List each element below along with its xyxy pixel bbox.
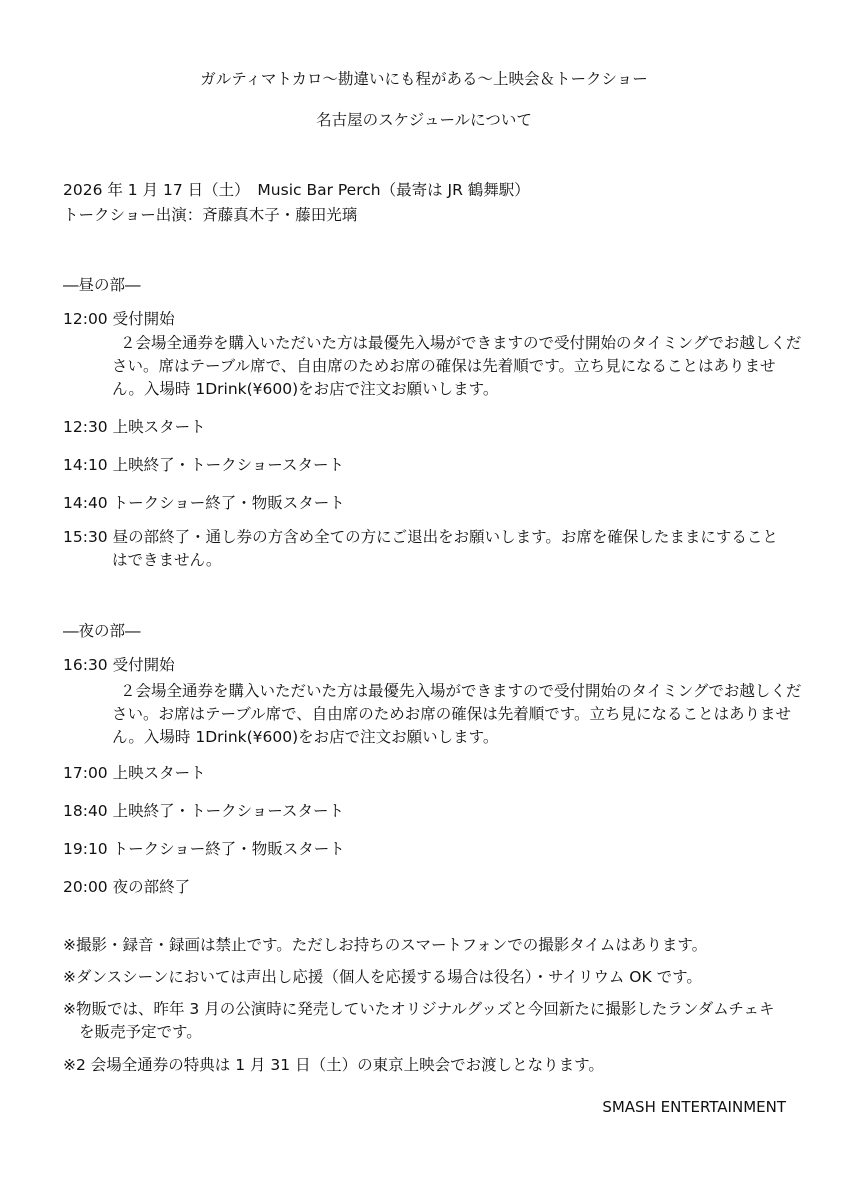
day-schedule-item: 15:30 昼の部終了・通し券の方含め全ての方にご退出をお願いします。お席を確保したままにすることはできません。 xyxy=(63,528,778,569)
night-schedule-item: 19:10 トークショー終了・物販スタート xyxy=(63,840,345,858)
day-schedule-item: 14:10 上映終了・トークショースタート xyxy=(63,456,345,474)
document-title: ガルティマトカロ〜勘違いにも程がある〜上映会＆トークショー xyxy=(200,70,648,88)
day-session-heading: ―昼の部― xyxy=(63,276,141,294)
night-reception-note: ２会場全通券を購入いただいた方は最優先入場ができますので受付開始のタイミングでお越しください。お席はテーブル席で、自由席のためお席の確保は先着順です。立ち見になることはありません。入場時 1Drink(¥600)をお店で注文お願いします。 xyxy=(112,682,802,746)
note-item: ※撮影・録音・録画は禁止です。ただしお持ちのスマートフォンでの撮影タイムはあります。 xyxy=(63,936,708,954)
night-schedule-item: 18:40 上映終了・トークショースタート xyxy=(63,802,345,820)
night-session-heading: ―夜の部― xyxy=(63,622,141,640)
day-schedule-item: 12:30 上映スタート xyxy=(63,418,206,436)
note-item: ※ダンスシーンにおいては声出し応援（個人を応援する場合は役名）・サイリウム OK です。 xyxy=(63,968,702,986)
night-reception-time: 16:30 受付開始 xyxy=(63,656,175,674)
night-schedule-item: 17:00 上映スタート xyxy=(63,764,206,782)
note-item: ※物販では、昨年 3 月の公演時に発売していたオリジナルグッズと今回新たに撮影したランダムチェキを販売予定です。 xyxy=(63,1000,775,1041)
document-subtitle: 名古屋のスケジュールについて xyxy=(316,111,532,129)
event-date-venue: 2026 年 1 月 17 日（土） Music Bar Perch（最寄は JR 鶴舞駅） xyxy=(63,181,530,199)
event-cast: トークショー出演：斉藤真木子・藤田光璃 xyxy=(63,206,358,224)
night-schedule-item: 20:00 夜の部終了 xyxy=(63,878,191,896)
day-schedule-item: 14:40 トークショー終了・物販スタート xyxy=(63,494,345,512)
note-item: ※2 会場全通券の特典は 1 月 31 日（土）の東京上映会でお渡しとなります。 xyxy=(63,1056,604,1074)
day-reception-time: 12:00 受付開始 xyxy=(63,310,175,328)
organizer-name: SMASH ENTERTAINMENT xyxy=(602,1098,786,1116)
day-reception-note: ２会場全通券を購入いただいた方は最優先入場ができますので受付開始のタイミングでお越しください。席はテーブル席で、自由席のためお席の確保は先着順です。立ち見になることはありません。入場時 1Drink(¥600)をお店で注文お願いします。 xyxy=(112,334,802,398)
